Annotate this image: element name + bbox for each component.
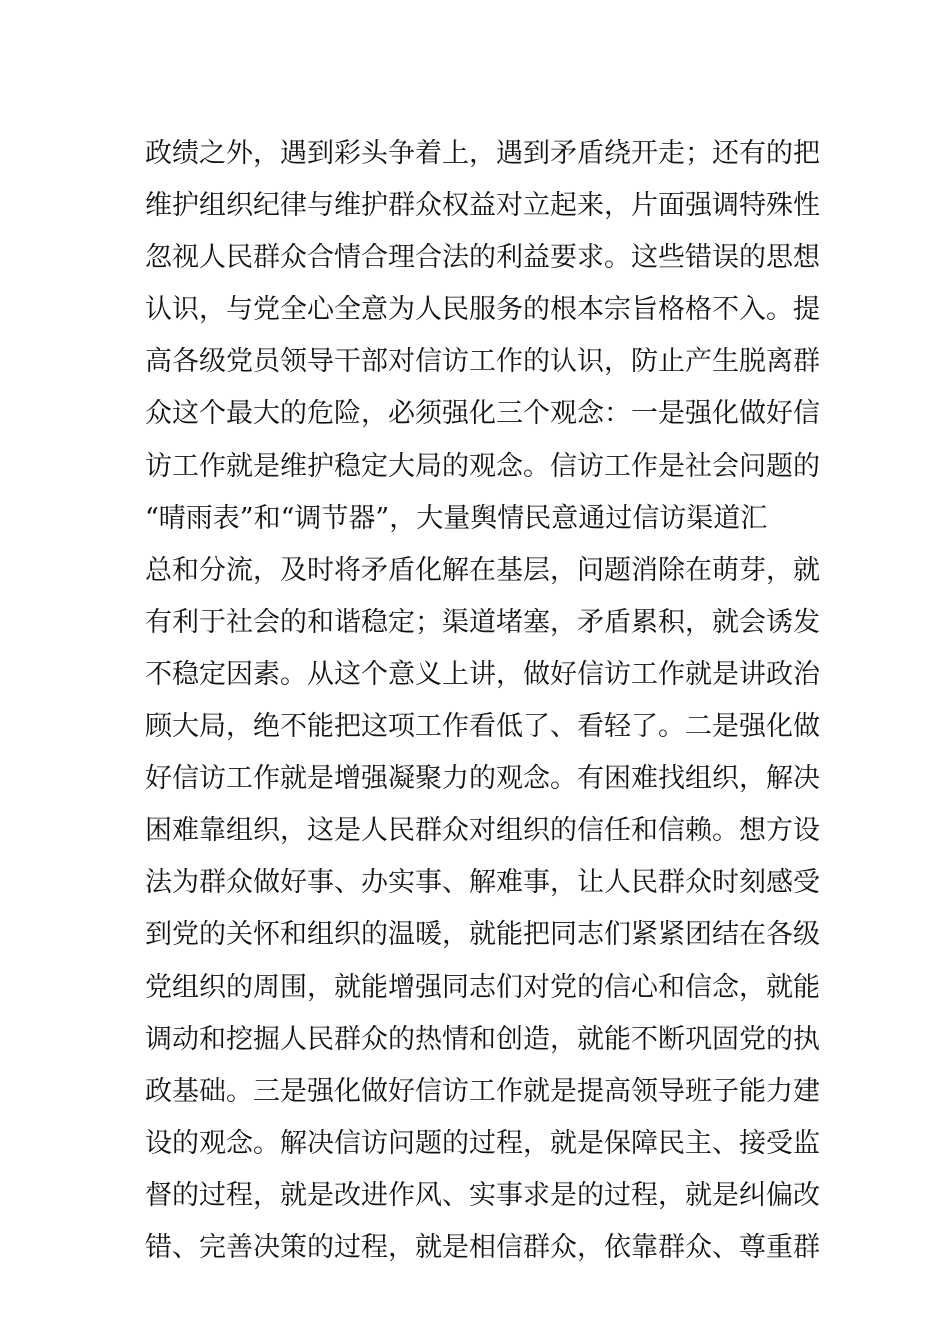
text-line: 维护组织纪律与维护群众权益对立起来，片面强调特殊性 bbox=[145, 190, 820, 222]
text-line: 有利于社会的和谐稳定；渠道堵塞，矛盾累积，就会诱发 bbox=[145, 606, 820, 638]
text-line: 调动和挖掘人民群众的热情和创造，就能不断巩固党的执 bbox=[145, 1023, 820, 1055]
text-line: “晴雨表”和“调节器”，大量舆情民意通过信访渠道汇 bbox=[145, 502, 768, 534]
text-line: 高各级党员领导干部对信访工作的认识，防止产生脱离群 bbox=[145, 346, 820, 378]
text-line: 党组织的周围，就能增强同志们对党的信心和信念，就能 bbox=[145, 971, 820, 1003]
text-line: 忽视人民群众合情合理合法的利益要求。这些错误的思想 bbox=[145, 242, 820, 274]
text-line: 访工作就是维护稳定大局的观念。信访工作是社会问题的 bbox=[145, 450, 820, 482]
text-line: 政基础。三是强化做好信访工作就是提高领导班子能力建 bbox=[145, 1075, 820, 1107]
text-line: 好信访工作就是增强凝聚力的观念。有困难找组织，解决 bbox=[145, 763, 820, 795]
text-line: 督的过程，就是改进作风、实事求是的过程，就是纠偏改 bbox=[145, 1179, 820, 1211]
text-line: 政绩之外，遇到彩头争着上，遇到矛盾绕开走；还有的把 bbox=[145, 138, 820, 169]
text-line: 认识，与党全心全意为人民服务的根本宗旨格格不入。提 bbox=[145, 294, 820, 326]
text-line: 顾大局，绝不能把这项工作看低了、看轻了。二是强化做 bbox=[145, 711, 820, 743]
text-line: 错、完善决策的过程，就是相信群众，依靠群众、尊重群 bbox=[145, 1231, 820, 1263]
body-text bbox=[145, 128, 825, 1274]
text-line: 不稳定因素。从这个意义上讲，做好信访工作就是讲政治 bbox=[145, 658, 820, 690]
text-line: 设的观念。解决信访问题的过程，就是保障民主、接受监 bbox=[145, 1127, 820, 1159]
text-line: 总和分流，及时将矛盾化解在基层，问题消除在萌芽，就 bbox=[145, 554, 820, 586]
text-line: 众这个最大的危险，必须强化三个观念：一是强化做好信 bbox=[145, 398, 820, 430]
text-line: 到党的关怀和组织的温暖，就能把同志们紧紧团结在各级 bbox=[145, 919, 820, 951]
text-line: 法为群众做好事、办实事、解难事，让人民群众时刻感受 bbox=[145, 867, 820, 899]
text-line: 困难靠组织，这是人民群众对组织的信任和信赖。想方设 bbox=[145, 815, 820, 847]
